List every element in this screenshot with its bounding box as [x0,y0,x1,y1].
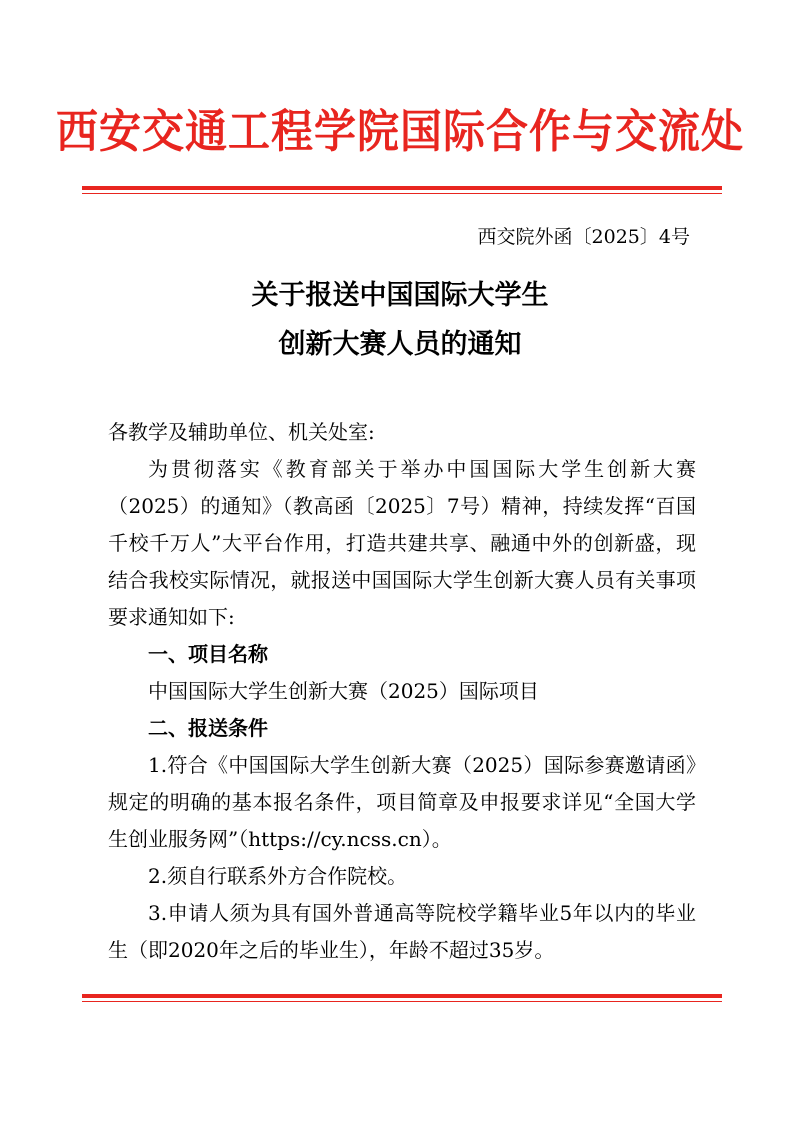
condition-item-3: 3.申请人须为具有国外普通高等院校学籍毕业5年以内的毕业生（即2020年之后的毕业生），年龄不超过35岁。 [108,901,696,962]
document-number: 西交院外函〔2025〕4号 [477,226,690,248]
condition-item-1: 1.符合《中国国际大学生创新大赛（2025）国际参赛邀请函》规定的明确的基本报名条件，项目简章及申报要求详见“全国大学生创业服务网”（https://cy.ncss.cn）。 [108,753,696,851]
letterhead-red-rule [82,186,722,194]
letterhead-title: 西安交通工程学院国际合作与交流处 [55,105,744,158]
section-heading-conditions: 二、报送条件 [148,716,268,740]
notice-body [108,414,696,969]
notice-title-line-2: 创新大赛人员的通知 [278,329,522,360]
project-name-text: 中国国际大学生创新大赛（2025）国际项目 [148,679,539,703]
intro-paragraph: 为贯彻落实《教育部关于举办中国国际大学生创新大赛（2025）的通知》（教高函〔2025〕7号）精神，持续发挥“百国千校千万人”大平台作用，打造共建共享、融通中外的创新盛，现结合我校实际情况，就报送中国国际大学生创新大赛人员有关事项要求通知如下: [108,457,696,629]
section-heading-project-name: 一、项目名称 [148,642,268,666]
condition-item-2: 2.须自行联系外方合作院校。 [148,864,408,888]
notice-title-line-1: 关于报送中国国际大学生 [251,280,549,311]
footer-red-rule [82,994,722,1002]
salutation: 各教学及辅助单位、机关处室: [108,420,375,444]
